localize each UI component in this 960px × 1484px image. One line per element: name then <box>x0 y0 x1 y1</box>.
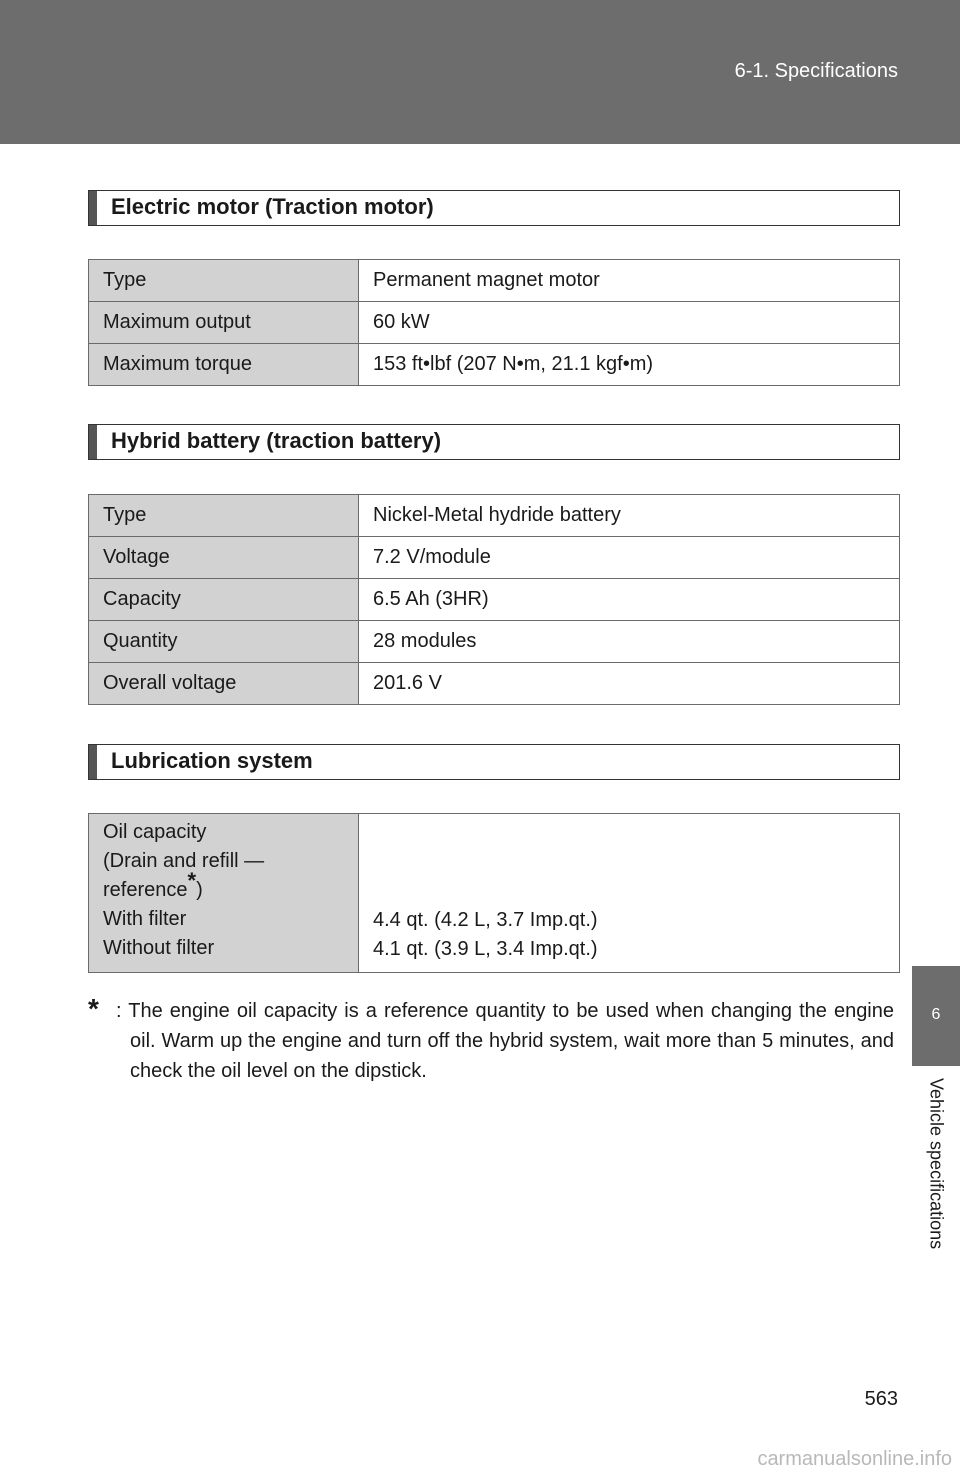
electric-motor-table <box>88 259 900 386</box>
oil-capacity-label <box>89 814 359 973</box>
row-value: 153 ft•lbf (207 N•m, 21.1 kgf•m) <box>359 344 900 386</box>
oil-label-reference: reference <box>103 879 188 901</box>
table-row <box>89 537 900 579</box>
table-row <box>89 579 900 621</box>
oil-label-line: (Drain and refill — <box>103 850 265 872</box>
oil-label-line <box>103 868 344 905</box>
footnote-text: : The engine oil capacity is a reference quantity to be used when changing the engine oil. Warm up the engine and turn off the hybrid system, wait more than 5 minutes, and check the oil level on the dipstick. <box>116 1000 894 1082</box>
table-row <box>89 495 900 537</box>
chapter-title: 6-1. Specifications <box>734 60 898 82</box>
with-filter-label: With filter <box>103 908 187 930</box>
section-heading-electric-motor <box>88 190 900 226</box>
chapter-tab-number: 6 <box>912 966 960 1066</box>
lubrication-table <box>88 813 900 973</box>
chapter-tab <box>912 1066 960 1306</box>
table-row <box>89 260 900 302</box>
footnote-mark: * <box>88 993 99 1024</box>
oil-label-line: Oil capacity <box>103 821 207 843</box>
watermark: carmanualsonline.info <box>757 1448 952 1470</box>
row-value: Permanent magnet motor <box>359 260 900 302</box>
row-label: Maximum output <box>89 302 359 344</box>
table-row <box>89 621 900 663</box>
oil-label-paren: ) <box>196 879 203 901</box>
section-heading-bar <box>89 425 97 459</box>
page-header <box>0 0 960 144</box>
footnote-star: * <box>187 868 197 893</box>
row-label: Type <box>89 495 359 537</box>
chapter-tab-label: Vehicle specifications <box>926 1078 947 1250</box>
row-label: Maximum torque <box>89 344 359 386</box>
table-row <box>89 344 900 386</box>
section-heading-bar <box>89 191 97 225</box>
row-value: 6.5 Ah (3HR) <box>359 579 900 621</box>
row-value: Nickel-Metal hydride battery <box>359 495 900 537</box>
row-label: Capacity <box>89 579 359 621</box>
section-heading-lubrication <box>88 744 900 780</box>
without-filter-label: Without filter <box>103 937 215 959</box>
table-row <box>89 302 900 344</box>
row-label: Quantity <box>89 621 359 663</box>
row-value: 28 modules <box>359 621 900 663</box>
footnote <box>88 993 894 1086</box>
section-heading-hybrid-battery <box>88 424 900 460</box>
row-label: Overall voltage <box>89 663 359 705</box>
row-value: 7.2 V/module <box>359 537 900 579</box>
section-title: Electric motor (Traction motor) <box>111 194 434 219</box>
row-label: Type <box>89 260 359 302</box>
table-row <box>89 814 900 973</box>
section-title: Lubrication system <box>111 748 313 773</box>
row-value: 60 kW <box>359 302 900 344</box>
page-number: 563 <box>864 1388 898 1410</box>
with-filter-value: 4.4 qt. (4.2 L, 3.7 Imp.qt.) <box>373 909 598 931</box>
section-heading-bar <box>89 745 97 779</box>
table-row <box>89 663 900 705</box>
row-value: 201.6 V <box>359 663 900 705</box>
without-filter-value: 4.1 qt. (3.9 L, 3.4 Imp.qt.) <box>373 938 598 960</box>
section-title: Hybrid battery (traction battery) <box>111 428 442 453</box>
row-label: Voltage <box>89 537 359 579</box>
hybrid-battery-table <box>88 494 900 705</box>
oil-capacity-value <box>359 814 900 973</box>
